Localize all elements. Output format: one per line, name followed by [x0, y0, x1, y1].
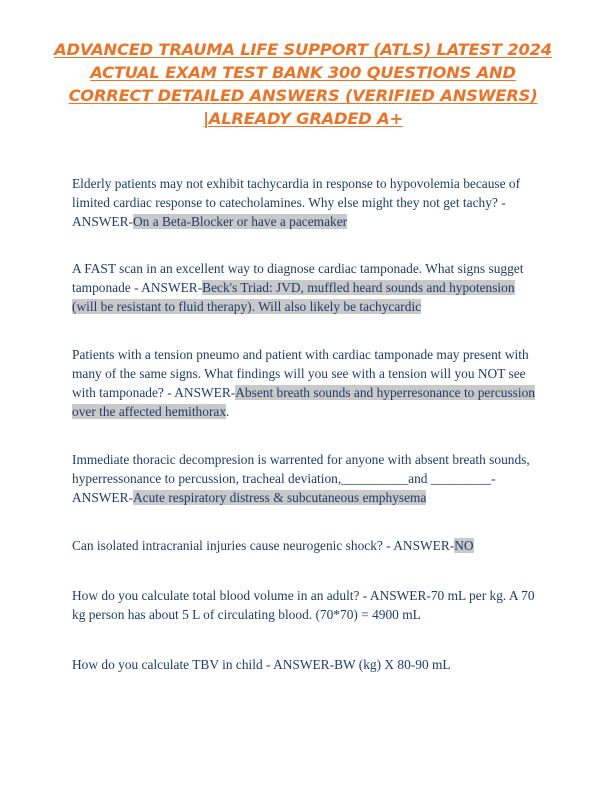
question-text: Immediate thoracic decompresion is warrented for anyone with absent breath sounds, hyperressonance to percussion, tracheal deviation,__________and _________- ANSWER- — [72, 452, 530, 505]
qa-item — [72, 259, 542, 316]
answer-tail: . — [226, 404, 230, 419]
title-line: CORRECT DETAILED ANSWERS (VERIFIED ANSWERS) — [68, 86, 538, 105]
title-line: ADVANCED TRAUMA LIFE SUPPORT (ATLS) LATEST 2024 — [54, 40, 552, 59]
answer-highlight: Acute respiratory distress & subcutaneous emphysema — [133, 490, 427, 505]
answer-highlight: Absent breath sounds and hyperresonance to percussion over the affected hemithorax — [72, 385, 535, 419]
qa-item — [72, 450, 542, 507]
title-line: |ALREADY GRADED A+ — [203, 109, 403, 128]
question-text: How do you calculate total blood volume in an adult? - ANSWER-70 mL per kg. A 70 kg person has about 5 L of circulating blood. (70*70) = 4900 mL — [72, 588, 535, 622]
qa-item — [72, 536, 542, 555]
answer-highlight: NO — [454, 538, 474, 553]
qa-item — [72, 655, 542, 674]
qa-item — [72, 345, 542, 421]
answer-highlight: On a Beta-Blocker or have a pacemaker — [133, 214, 348, 229]
qa-item — [72, 174, 542, 231]
question-text: Patients with a tension pneumo and patient with cardiac tamponade may present with many of the same signs. What findings will you see with a tension will you NOT see with tamponade? - ANSWER- — [72, 347, 529, 400]
question-text: A FAST scan in an excellent way to diagnose cardiac tamponade. What signs sugget tamponade - ANSWER- — [72, 261, 524, 295]
title-line: ACTUAL EXAM TEST BANK 300 QUESTIONS AND — [90, 63, 516, 82]
question-text: Can isolated intracranial injuries cause neurogenic shock? - ANSWER- — [72, 538, 455, 553]
qa-item — [72, 586, 542, 624]
question-text: How do you calculate TBV in child - ANSWER-BW (kg) X 80-90 mL — [72, 657, 451, 672]
document-title — [40, 38, 566, 130]
answer-highlight: Beck's Triad: JVD, muffled heard sounds and hypotension (will be resistant to fluid therapy). Will also likely be tachycardic — [72, 280, 515, 314]
question-text: Elderly patients may not exhibit tachycardia in response to hypovolemia because of limited cardiac response to catecholamines. Why else might they not get tachy? - ANSWER- — [72, 176, 521, 229]
